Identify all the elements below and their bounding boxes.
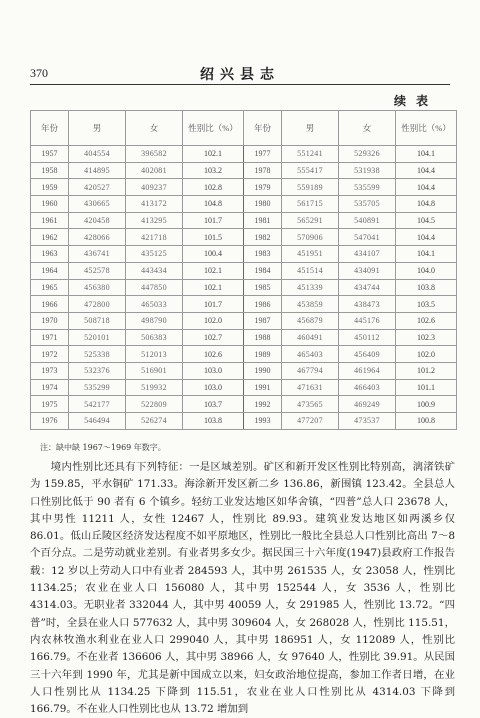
table-cell: 402081 xyxy=(126,162,183,179)
table-cell: 535705 xyxy=(339,196,396,213)
table-cell: 1983 xyxy=(244,246,282,263)
table-cell: 1976 xyxy=(31,413,69,430)
table-row xyxy=(31,279,457,296)
table-cell: 420527 xyxy=(69,179,126,196)
table-cell: 1966 xyxy=(31,296,69,313)
table-row xyxy=(31,346,457,363)
table-cell: 547041 xyxy=(339,229,396,246)
table-cell: 104.8 xyxy=(183,196,244,213)
table-cell: 508718 xyxy=(69,312,126,329)
table-row xyxy=(31,162,457,179)
table-cell: 1962 xyxy=(31,229,69,246)
table-cell: 477207 xyxy=(282,413,339,430)
table-cell: 1959 xyxy=(31,179,69,196)
table-cell: 465403 xyxy=(282,346,339,363)
table-cell: 1982 xyxy=(244,229,282,246)
table-row xyxy=(31,379,457,396)
table-cell: 438473 xyxy=(339,296,396,313)
table-row xyxy=(31,329,457,346)
table-cell: 506383 xyxy=(126,329,183,346)
header-cell: 年份 xyxy=(31,111,69,146)
table-cell: 445176 xyxy=(339,312,396,329)
header-rule xyxy=(30,84,450,85)
table-cell: 1971 xyxy=(31,329,69,346)
table-cell: 430665 xyxy=(69,196,126,213)
table-cell: 100.8 xyxy=(396,413,457,430)
table-row xyxy=(31,312,457,329)
table-cell: 1975 xyxy=(31,396,69,413)
table-cell: 102.6 xyxy=(396,312,457,329)
table-cell: 396582 xyxy=(126,146,183,163)
table-cell: 420458 xyxy=(69,212,126,229)
table-cell: 1972 xyxy=(31,346,69,363)
table-cell: 102.1 xyxy=(183,262,244,279)
table-cell: 498790 xyxy=(126,312,183,329)
header-cell: 男 xyxy=(69,111,126,146)
table-cell: 103.2 xyxy=(183,162,244,179)
table-cell: 519932 xyxy=(126,379,183,396)
table-cell: 561715 xyxy=(282,196,339,213)
table-cell: 452578 xyxy=(69,262,126,279)
table-cell: 102.0 xyxy=(183,312,244,329)
table-cell: 516901 xyxy=(126,362,183,379)
table-cell: 1970 xyxy=(31,312,69,329)
table-row xyxy=(31,413,457,430)
table-cell: 456380 xyxy=(69,279,126,296)
table-row xyxy=(31,179,457,196)
table-cell: 1973 xyxy=(31,362,69,379)
table-cell: 100.4 xyxy=(183,246,244,263)
table-cell: 540891 xyxy=(339,212,396,229)
table-row xyxy=(31,246,457,263)
table-header-row xyxy=(31,111,457,146)
table-cell: 104.4 xyxy=(396,162,457,179)
table-cell: 1965 xyxy=(31,279,69,296)
table-row xyxy=(31,212,457,229)
table-cell: 450112 xyxy=(339,329,396,346)
table-cell: 100.9 xyxy=(396,396,457,413)
table-cell: 525338 xyxy=(69,346,126,363)
table-cell: 1964 xyxy=(31,262,69,279)
table-row xyxy=(31,229,457,246)
table-cell: 104.8 xyxy=(396,196,457,213)
table-cell: 1981 xyxy=(244,212,282,229)
table-cell: 1993 xyxy=(244,413,282,430)
header-cell: 男 xyxy=(282,111,339,146)
table-cell: 526274 xyxy=(126,413,183,430)
table-cell: 1989 xyxy=(244,346,282,363)
table-cell: 103.5 xyxy=(396,296,457,313)
table-cell: 435125 xyxy=(126,246,183,263)
table-cell: 421718 xyxy=(126,229,183,246)
table-note: 注：缺中缺 1967～1969 年数字。 xyxy=(40,443,166,452)
body-paragraph: 境内性别比还具有下列特征：一是区域差别。矿区和新开发区性别比特别高，漓渚铁矿为 159.85，平水铜矿 171.33。海涂新开发区新二乡 136.86，新围镇 123.42。全县总人口性别比低于 90 者有 6 个镇乡。轻纺工业发达地区如华舍镇，“四普”总人口 23678 人，其中男性 11211 人，女性 12467 人，性别比 89.93。建筑业发达地区如两溪乡仅 86.01。低山丘陵区经济发达程度不如平原地区，性别比一般比全县总人口性别比高出 7～8 个百分点。二是劳动就业差别。有业者男多女少。据民国三十六年度(1947)县政府工作报告载：12 岁以上劳动人口中有业者 284593 人，其中男 261535 人，女 23058 人，性别比 1134.25；农业在业人口 156080 人，其中男 152544 人，女 3536 人，性别比 4314.03。无职业者 332044 人，其中男 40059 人，女 291985 人，性别比 13.72。“四普”时，全县在业人口 577632 人，其中男 309604 人，女 268028 人，性别比 115.51，内农林牧渔水利业在业人口 299040 人，其中男 186951 人，女 112089 人，性别比 166.79。不在业者 136606 人，其中男 38966 人，女 97640 人，性别比 39.91。从民国三十六年到 1990 年，尤其是新中国成立以来，妇女政治地位提高，参加工作者日增，在业人口性别比从 1134.25 下降到 115.51，农业在业人口性别比从 4314.03 下降到 166.79。不在业人口性别比也从 13.72 增加到 xyxy=(30,461,455,716)
table-cell: 451339 xyxy=(282,279,339,296)
table-cell: 1987 xyxy=(244,312,282,329)
table-cell: 436741 xyxy=(69,246,126,263)
table-cell: 103.0 xyxy=(183,362,244,379)
header-cell: 女 xyxy=(126,111,183,146)
header-cell: 性别比（%） xyxy=(183,111,244,146)
table-cell: 473565 xyxy=(282,396,339,413)
table-cell: 103.7 xyxy=(183,396,244,413)
table-cell: 1985 xyxy=(244,279,282,296)
table-cell: 473537 xyxy=(339,413,396,430)
book-title: 绍兴县志 xyxy=(200,67,280,83)
table-cell: 101.7 xyxy=(183,296,244,313)
header-cell: 性别比（%） xyxy=(396,111,457,146)
continued-label: 续表 xyxy=(393,94,438,108)
table-cell: 472800 xyxy=(69,296,126,313)
table-cell: 413295 xyxy=(126,212,183,229)
table-cell: 532376 xyxy=(69,362,126,379)
table-cell: 1988 xyxy=(244,329,282,346)
table-body xyxy=(31,146,457,430)
table-cell: 555417 xyxy=(282,162,339,179)
table-cell: 1978 xyxy=(244,162,282,179)
table-cell: 520101 xyxy=(69,329,126,346)
table-cell: 453859 xyxy=(282,296,339,313)
table-cell: 1958 xyxy=(31,162,69,179)
header-cell: 年份 xyxy=(244,111,282,146)
table-cell: 471631 xyxy=(282,379,339,396)
table-cell: 434091 xyxy=(339,262,396,279)
table-cell: 101.2 xyxy=(396,362,457,379)
table-cell: 565291 xyxy=(282,212,339,229)
table-cell: 104.4 xyxy=(396,229,457,246)
table-cell: 456409 xyxy=(339,346,396,363)
table-cell: 531938 xyxy=(339,162,396,179)
table-cell: 551241 xyxy=(282,146,339,163)
page-header xyxy=(0,0,480,108)
table-row xyxy=(31,196,457,213)
table-cell: 447850 xyxy=(126,279,183,296)
table-cell: 1974 xyxy=(31,379,69,396)
table-row xyxy=(31,262,457,279)
table-cell: 428066 xyxy=(69,229,126,246)
table-cell: 104.4 xyxy=(396,179,457,196)
page-number: 370 xyxy=(30,66,48,80)
table-cell: 1984 xyxy=(244,262,282,279)
table-cell: 101.7 xyxy=(183,212,244,229)
table-cell: 546494 xyxy=(69,413,126,430)
table-cell: 529326 xyxy=(339,146,396,163)
header-cell: 女 xyxy=(339,111,396,146)
table-cell: 1977 xyxy=(244,146,282,163)
table-cell: 1991 xyxy=(244,379,282,396)
table-row xyxy=(31,396,457,413)
table-cell: 103.0 xyxy=(183,379,244,396)
table-cell: 103.8 xyxy=(183,413,244,430)
table-cell: 461964 xyxy=(339,362,396,379)
table-cell: 104.5 xyxy=(396,212,457,229)
table-cell: 1957 xyxy=(31,146,69,163)
table-cell: 570906 xyxy=(282,229,339,246)
table-cell: 414895 xyxy=(69,162,126,179)
table-cell: 1980 xyxy=(244,196,282,213)
table-cell: 102.6 xyxy=(183,346,244,363)
table-cell: 101.1 xyxy=(396,379,457,396)
table-row xyxy=(31,362,457,379)
population-sex-ratio-table xyxy=(30,110,457,430)
table-cell: 102.3 xyxy=(396,329,457,346)
table-cell: 460491 xyxy=(282,329,339,346)
table-cell: 443434 xyxy=(126,262,183,279)
table-cell: 542177 xyxy=(69,396,126,413)
table-cell: 104.0 xyxy=(396,262,457,279)
table-cell: 434744 xyxy=(339,279,396,296)
table-cell: 451951 xyxy=(282,246,339,263)
table-row xyxy=(31,296,457,313)
table-row xyxy=(31,146,457,163)
table-cell: 404554 xyxy=(69,146,126,163)
body-text xyxy=(30,459,455,718)
table-cell: 104.1 xyxy=(396,146,457,163)
table-cell: 1961 xyxy=(31,212,69,229)
table-cell: 451514 xyxy=(282,262,339,279)
table-cell: 1960 xyxy=(31,196,69,213)
table-cell: 466403 xyxy=(339,379,396,396)
table-cell: 1979 xyxy=(244,179,282,196)
table-cell: 1992 xyxy=(244,396,282,413)
table-cell: 465033 xyxy=(126,296,183,313)
table-cell: 467794 xyxy=(282,362,339,379)
table-cell: 102.0 xyxy=(396,346,457,363)
table-cell: 101.5 xyxy=(183,229,244,246)
table-cell: 103.8 xyxy=(396,279,457,296)
table-cell: 102.7 xyxy=(183,329,244,346)
table-cell: 1963 xyxy=(31,246,69,263)
table-cell: 535299 xyxy=(69,379,126,396)
table-cell: 535599 xyxy=(339,179,396,196)
table-cell: 102.1 xyxy=(183,279,244,296)
table-cell: 522809 xyxy=(126,396,183,413)
table-cell: 1986 xyxy=(244,296,282,313)
table-cell: 413172 xyxy=(126,196,183,213)
table-cell: 456879 xyxy=(282,312,339,329)
table-cell: 559189 xyxy=(282,179,339,196)
table-cell: 434107 xyxy=(339,246,396,263)
table-cell: 102.8 xyxy=(183,179,244,196)
table-cell: 409237 xyxy=(126,179,183,196)
table-cell: 469249 xyxy=(339,396,396,413)
table-cell: 102.1 xyxy=(183,146,244,163)
table-cell: 512013 xyxy=(126,346,183,363)
table-cell: 104.1 xyxy=(396,246,457,263)
table-cell: 1990 xyxy=(244,362,282,379)
